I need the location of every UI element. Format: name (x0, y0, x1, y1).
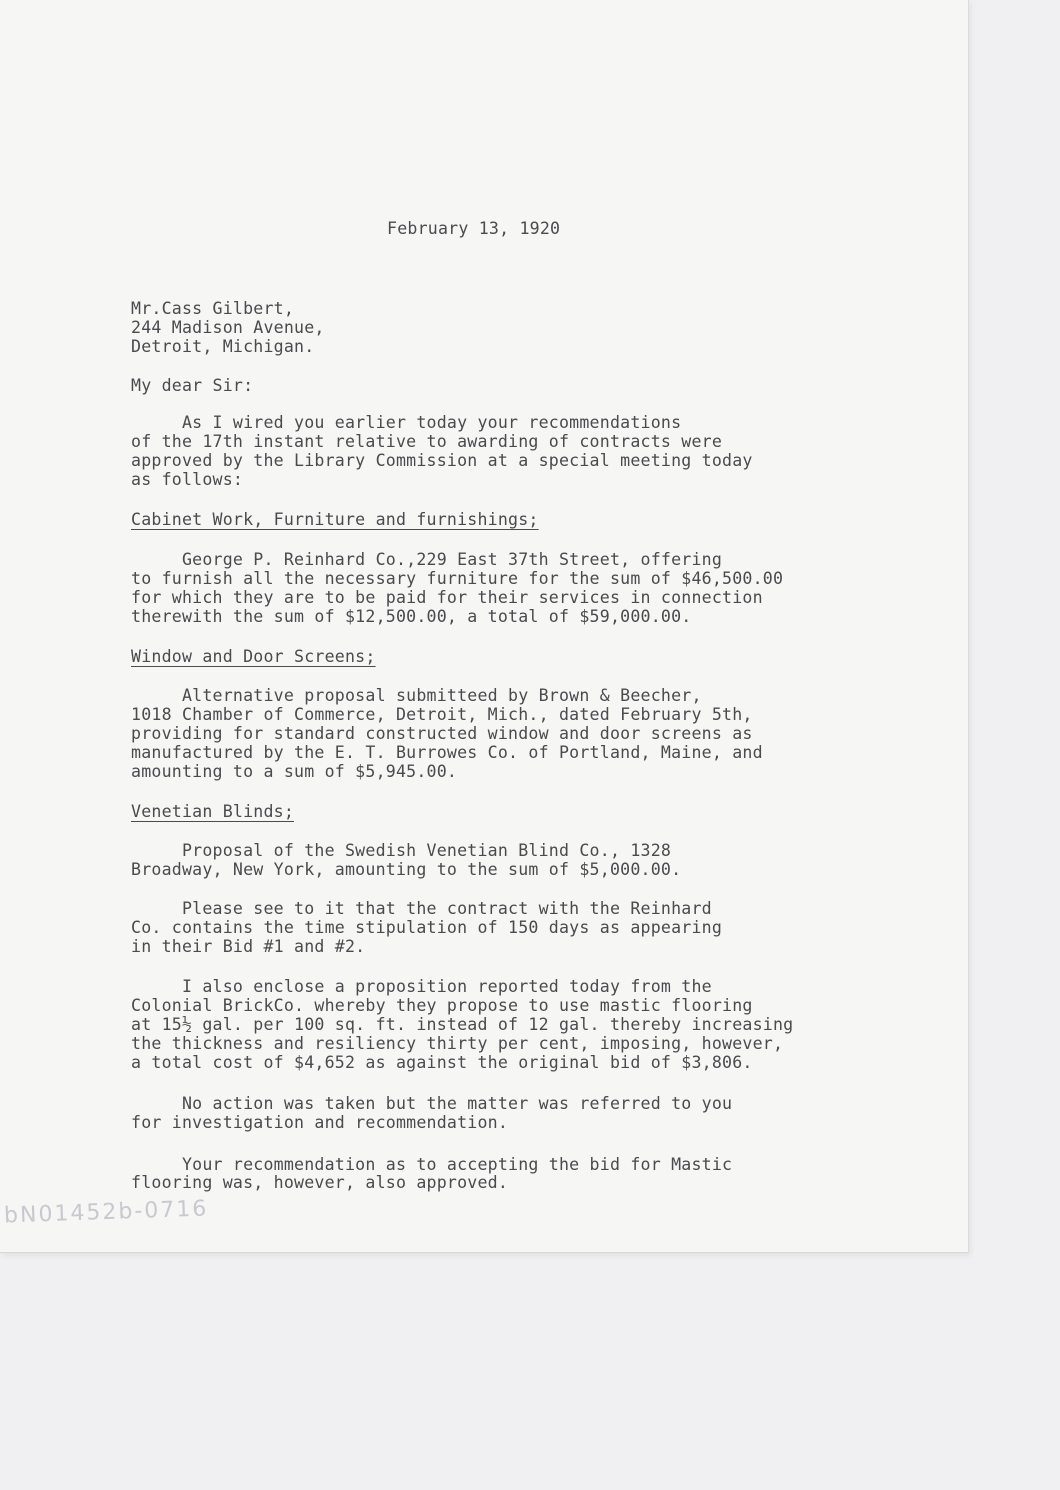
final-line-1: Your recommendation as to accepting the bid for Mastic (131, 1155, 733, 1174)
intro-line-4: as follows: (131, 470, 244, 489)
mastic-line-4: the thickness and resiliency thirty per cent, imposing, however, (131, 1034, 784, 1053)
intro-line-2: of the 17th instant relative to awarding of contracts were (131, 432, 723, 451)
cabinet-line-3: for which they are to be paid for their services in connection (131, 588, 763, 607)
final-line-2: flooring was, however, also approved. (131, 1173, 509, 1192)
screens-line-1: Alternative proposal submitteed by Brown & Beecher, (131, 686, 702, 705)
reinhard-line-1: Please see to it that the contract with the Reinhard (131, 899, 712, 918)
section-heading-cabinet-work: Cabinet Work, Furniture and furnishings; (131, 510, 539, 529)
intro-line-1: As I wired you earlier today your recommendations (131, 413, 682, 432)
intro-line-3: approved by the Library Commission at a special meeting today (131, 451, 753, 470)
archive-handwritten-note: bN01452b-0716 (3, 1196, 209, 1229)
screens-line-4: manufactured by the E. T. Burrowes Co. of Portland, Maine, and (131, 743, 763, 762)
noaction-line-2: for investigation and recommendation. (131, 1113, 509, 1132)
mastic-line-3: at 15½ gal. per 100 sq. ft. instead of 12 gal. thereby increasing (131, 1015, 794, 1034)
reinhard-line-3: in their Bid #1 and #2. (131, 937, 366, 956)
recipient-line-3: Detroit, Michigan. (131, 337, 315, 356)
recipient-line-2: 244 Madison Avenue, (131, 318, 325, 337)
section-heading-blinds: Venetian Blinds; (131, 802, 295, 821)
mastic-line-1: I also enclose a proposition reported today from the (131, 977, 712, 996)
mastic-line-2: Colonial BrickCo. whereby they propose to use mastic flooring (131, 996, 753, 1015)
letter-date: February 13, 1920 (387, 219, 561, 238)
reinhard-line-2: Co. contains the time stipulation of 150 days as appearing (131, 918, 723, 937)
salutation: My dear Sir: (131, 376, 254, 395)
recipient-line-1: Mr.Cass Gilbert, (131, 299, 295, 318)
cabinet-line-1: George P. Reinhard Co.,229 East 37th Street, offering (131, 550, 723, 569)
blinds-line-2: Broadway, New York, amounting to the sum of $5,000.00. (131, 860, 682, 879)
mastic-line-5: a total cost of $4,652 as against the original bid of $3,806. (131, 1053, 753, 1072)
noaction-line-1: No action was taken but the matter was referred to you (131, 1094, 733, 1113)
screens-line-2: 1018 Chamber of Commerce, Detroit, Mich., dated February 5th, (131, 705, 753, 724)
section-heading-screens: Window and Door Screens; (131, 647, 376, 666)
screens-line-3: providing for standard constructed window and door screens as (131, 724, 753, 743)
cabinet-line-4: therewith the sum of $12,500.00, a total of $59,000.00. (131, 607, 692, 626)
blinds-line-1: Proposal of the Swedish Venetian Blind Co., 1328 (131, 841, 672, 860)
screens-line-5: amounting to a sum of $5,945.00. (131, 762, 458, 781)
cabinet-line-2: to furnish all the necessary furniture for the sum of $46,500.00 (131, 569, 784, 588)
